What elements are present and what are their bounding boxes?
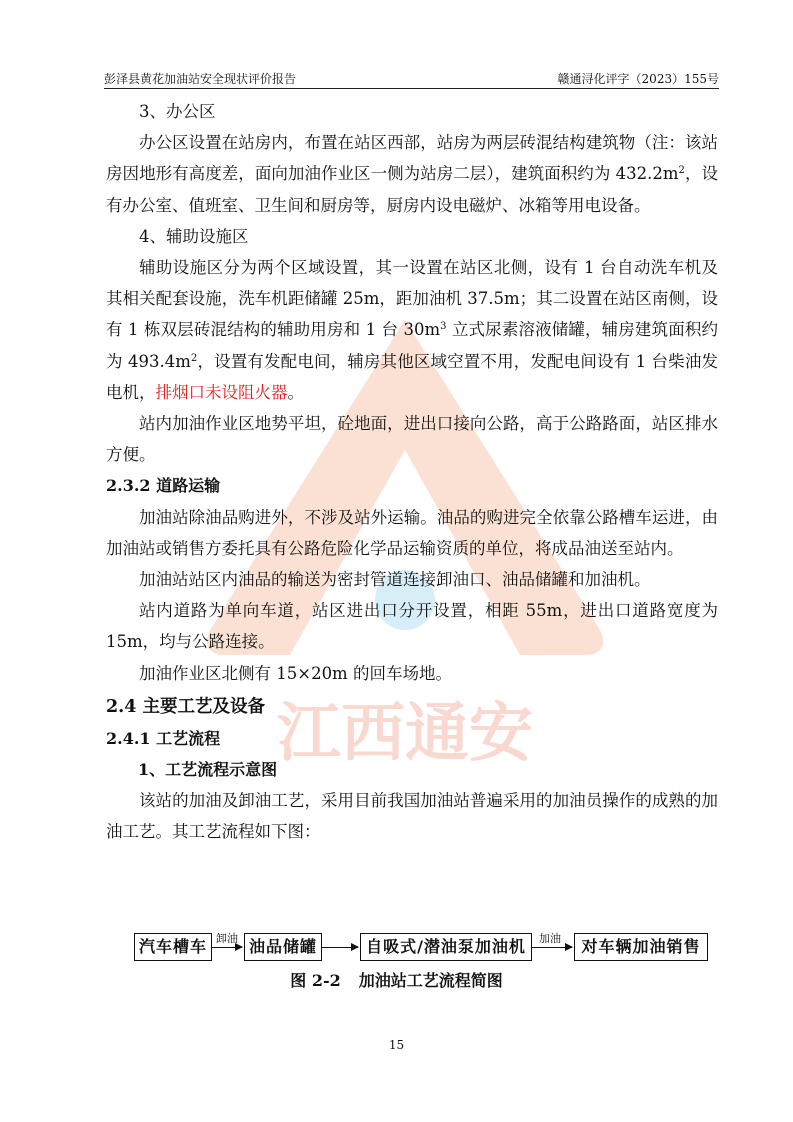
terrain-paragraph: 站内加油作业区地势平坦，砼地面，进出口接向公路，高于公路路面，站区排水方便。 xyxy=(106,414,718,465)
section-auxiliary-title: 4、辅助设施区 xyxy=(139,226,249,246)
flow-arrow-unload xyxy=(212,947,242,948)
flow-box-storage-tank: 油品储罐 xyxy=(244,933,322,961)
section-road-transport-heading: 2.3.2 道路运输 xyxy=(106,476,221,496)
flow-arrow-1 xyxy=(322,947,358,948)
flow-box-sales: 对车辆加油销售 xyxy=(574,933,708,961)
process-flow-diagram xyxy=(134,933,710,963)
section-process-flow-heading: 2.4.1 工艺流程 xyxy=(106,728,221,748)
flow-box-tanker: 汽车槽车 xyxy=(134,933,212,961)
figure-caption xyxy=(0,968,793,991)
office-paragraph: 办公区设置在站房内，布置在站区西部，站房为两层砖混结构建筑物（注：该站房因地形有高度差，面向加油作业区一侧为站房二层），建筑面积约为 $432.2m^2$，设有办公室、值班室、卫生间和厨房等，厨房内设电磁炉、冰箱等用电设备。 xyxy=(106,133,718,215)
header-report-number: 赣通浔化评字（2023）155号 xyxy=(557,72,719,86)
flow-arrow-fuel-label: 加油 xyxy=(539,932,561,945)
flow-arrow-fuel xyxy=(532,947,572,948)
road-transport-paragraph-2: 加油站站区内油品的输送为密封管道连接卸油口、油品储罐和加油机。 xyxy=(139,570,651,590)
document-body xyxy=(106,96,718,848)
figure-title: 加油站工艺流程简图 xyxy=(358,971,503,990)
road-transport-paragraph-4: 加油作业区北侧有 15×20m 的回车场地。 xyxy=(139,663,452,683)
process-flow-diagram-subtitle: 1、工艺流程示意图 xyxy=(138,760,278,780)
figure-number: 图 2-2 xyxy=(290,971,341,990)
page-number: 15 xyxy=(388,1038,405,1052)
section-process-equipment-heading: 2.4 主要工艺及设备 xyxy=(106,696,266,717)
page-header xyxy=(104,70,719,89)
process-flow-intro-paragraph: 该站的加油及卸油工艺，采用目前我国加油站普遍采用的加油员操作的成熟的加油工艺。其工艺流程如下图： xyxy=(106,791,718,842)
header-report-title: 彭泽县黄花加油站安全现状评价报告 xyxy=(104,72,297,86)
section-office-title: 3、办公区 xyxy=(139,102,216,121)
watermark-text: 江西通安 xyxy=(277,697,533,770)
road-transport-paragraph-3: 站内道路为单向车道，站区进出口分开设置，相距 55m，进出口道路宽度为 15m，均与公路连接。 xyxy=(106,601,718,652)
road-transport-paragraph-1: 加油站除油品购进外，不涉及站外运输。油品的购进完全依靠公路槽车运进，由加油站或销售方委托具有公路危险化学品运输资质的单位，将成品油送至站内。 xyxy=(106,507,718,558)
auxiliary-paragraph: 辅助设施区分为两个区域设置，其一设置在站区北侧，设有 1 台自动洗车机及其相关配套设施，洗车机距储罐 25m，距加油机 37.5m；其二设置在站区南侧，设有 1 栋双层砖混结构的辅助用房和 1 台 $30m^3$ 立式尿素溶液储罐，辅房建筑面积约为 $493.4m^2$，设置有发配电间，辅房其他区域空置不用，发配电间设有 1 台柴油发电机，排烟口未设阻火器。 xyxy=(106,258,718,402)
flow-arrow-unload-label: 卸油 xyxy=(216,932,238,945)
flow-box-dispenser: 自吸式/潜油泵加油机 xyxy=(360,933,532,961)
highlighted-issue: 排烟口未设阻火器 xyxy=(155,382,288,402)
